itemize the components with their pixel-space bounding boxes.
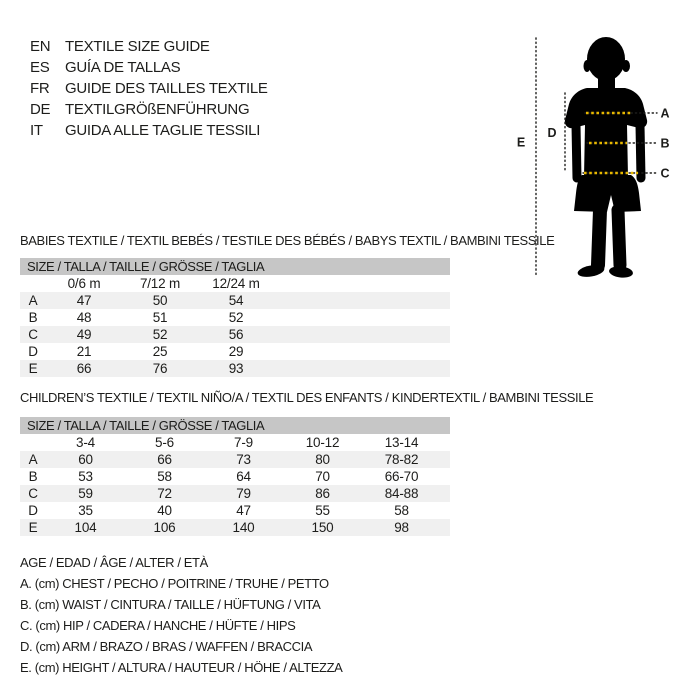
measure-label-c: C: [660, 166, 670, 181]
table-cell: 93: [228, 361, 244, 376]
row-label: C: [28, 327, 38, 342]
child-measurement-figure: [505, 25, 695, 303]
language-title: TEXTILGRÖßENFÜHRUNG: [65, 101, 250, 118]
table-cell: 47: [236, 503, 251, 518]
babies-section-title: BABIES TEXTILE / TEXTIL BEBÉS / TESTILE DES BÉBÉS / BABYS TEXTIL / BAMBINI TESSILE: [20, 233, 555, 248]
table-cell: 50: [152, 293, 168, 308]
column-header: 13-14: [384, 435, 419, 450]
table-cell: 58: [157, 469, 172, 484]
table-cell: 150: [311, 520, 334, 535]
legend-line-arm: D. (cm) ARM / BRAZO / BRAS / WAFFEN / BRACCIA: [20, 639, 313, 654]
table-cell: 58: [394, 503, 409, 518]
children-size-table: [20, 434, 450, 536]
table-cell: 80: [315, 452, 330, 467]
table-cell: 98: [394, 520, 409, 535]
row-label: E: [28, 361, 38, 376]
measure-label-d: D: [547, 126, 557, 140]
child-silhouette: [565, 37, 647, 279]
language-row: [30, 36, 268, 57]
measurement-legend: [20, 552, 342, 678]
table-row: [20, 468, 450, 485]
row-label: E: [28, 520, 38, 535]
table-cell: 66: [157, 452, 172, 467]
table-cell: 106: [153, 520, 176, 535]
table-cell: 72: [157, 486, 172, 501]
table-cell: 48: [76, 310, 92, 325]
table-row: [20, 343, 450, 360]
babies-size-header-bar: SIZE / TALLA / TAILLE / GRÖSSE / TAGLIA: [20, 258, 450, 275]
column-header: 12/24 m: [212, 276, 260, 291]
row-label: B: [28, 469, 38, 484]
table-cell: 55: [315, 503, 330, 518]
children-column-header-row: [20, 434, 450, 451]
language-title: GUÍA DE TALLAS: [65, 59, 181, 76]
language-title: TEXTILE SIZE GUIDE: [65, 38, 210, 55]
row-label: A: [28, 452, 38, 467]
column-header: 7-9: [234, 435, 253, 450]
table-cell: 52: [152, 327, 168, 342]
legend-line-height: E. (cm) HEIGHT / ALTURA / HAUTEUR / HÖHE / ALTEZZA: [20, 660, 343, 675]
children-size-header-bar: SIZE / TALLA / TAILLE / GRÖSSE / TAGLIA: [20, 417, 450, 434]
column-header: 3-4: [76, 435, 95, 450]
language-row: [30, 99, 268, 120]
language-title-list: [30, 36, 268, 141]
column-header: 5-6: [155, 435, 174, 450]
table-cell: 21: [76, 344, 92, 359]
language-code: IT: [30, 122, 43, 139]
table-cell: 78-82: [384, 452, 419, 467]
language-code: EN: [30, 38, 51, 55]
table-cell: 70: [315, 469, 330, 484]
table-cell: 84-88: [384, 486, 419, 501]
row-label: B: [28, 310, 38, 325]
table-cell: 52: [228, 310, 244, 325]
table-cell: 66-70: [384, 469, 419, 484]
table-cell: 51: [152, 310, 168, 325]
table-row: [20, 451, 450, 468]
table-cell: 140: [232, 520, 255, 535]
table-cell: 73: [236, 452, 251, 467]
language-title: GUIDE DES TAILLES TEXTILE: [65, 80, 268, 97]
babies-table-block: [20, 258, 450, 377]
table-cell: 53: [78, 469, 93, 484]
row-label: C: [28, 486, 38, 501]
table-row: [20, 326, 450, 343]
table-cell: 60: [78, 452, 93, 467]
table-cell: 56: [228, 327, 244, 342]
language-code: ES: [30, 59, 50, 76]
row-label: D: [28, 344, 38, 359]
table-row: [20, 485, 450, 502]
row-label: D: [28, 503, 38, 518]
language-row: [30, 57, 268, 78]
table-cell: 76: [152, 361, 168, 376]
legend-line-age: AGE / EDAD / ÂGE / ALTER / ETÀ: [20, 555, 208, 570]
measure-label-e: E: [516, 135, 526, 150]
language-row: [30, 120, 268, 141]
table-cell: 66: [76, 361, 92, 376]
table-cell: 29: [228, 344, 244, 359]
language-code: DE: [30, 101, 51, 118]
legend-line-waist: B. (cm) WAIST / CINTURA / TAILLE / HÜFTUNG / VITA: [20, 597, 321, 612]
table-cell: 86: [315, 486, 330, 501]
table-row: [20, 309, 450, 326]
babies-size-table: [20, 275, 450, 377]
language-row: [30, 78, 268, 99]
children-section-title: CHILDREN’S TEXTILE / TEXTIL NIÑO/A / TEXTIL DES ENFANTS / KINDERTEXTIL / BAMBINI TESSILE: [20, 390, 594, 405]
language-code: FR: [30, 80, 50, 97]
legend-line-hip: C. (cm) HIP / CADERA / HANCHE / HÜFTE / HIPS: [20, 618, 296, 633]
table-row: [20, 360, 450, 377]
table-cell: 40: [157, 503, 172, 518]
table-cell: 35: [78, 503, 93, 518]
table-cell: 59: [78, 486, 93, 501]
measure-label-b: B: [660, 136, 670, 151]
table-cell: 54: [228, 293, 244, 308]
legend-line-chest: A. (cm) CHEST / PECHO / POITRINE / TRUHE / PETTO: [20, 576, 329, 591]
table-row: [20, 292, 450, 309]
table-cell: 79: [236, 486, 251, 501]
table-row: [20, 502, 450, 519]
table-cell: 104: [74, 520, 97, 535]
language-title: GUIDA ALLE TAGLIE TESSILI: [65, 122, 261, 139]
table-row: [20, 519, 450, 536]
measure-label-a: A: [660, 106, 670, 121]
table-cell: 25: [152, 344, 168, 359]
row-label: A: [28, 293, 38, 308]
table-cell: 64: [236, 469, 251, 484]
table-cell: 49: [76, 327, 92, 342]
table-cell: 47: [76, 293, 92, 308]
column-header: 10-12: [305, 435, 340, 450]
column-header: 0/6 m: [67, 276, 101, 291]
children-table-block: [20, 417, 450, 536]
babies-column-header-row: [20, 275, 450, 292]
column-header: 7/12 m: [139, 276, 181, 291]
